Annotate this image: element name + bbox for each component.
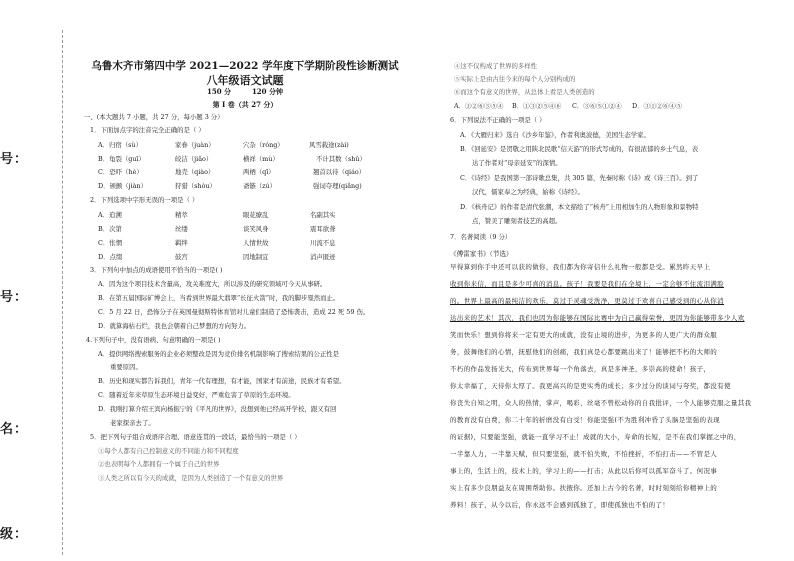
- q6-option-b-cont: 达了作者对“母亲延安”的深情。: [472, 159, 562, 167]
- q5-option-d: D．③①②⑥④⑤: [632, 102, 682, 110]
- q1-option-d-1: D．颁颤（jiàn）: [98, 182, 148, 190]
- q2-option-b-4: 震耳欲聋: [310, 225, 336, 233]
- q5-option-a: A．①②⑥③⑤④: [454, 102, 504, 110]
- q4-option-d-cont: 老家探亲去了。: [110, 419, 155, 427]
- q3-option-c: C．5 月 22 日，恐怖分子在英国曼彻斯特体育馆对儿童们制造了恐怖袭击，造成 22 死 59 伤。: [98, 308, 370, 316]
- q1-option-a-4: 风雪载途(zài): [309, 141, 349, 149]
- q6-option-c: C．《诗经》是我国第一部诗歌总集，共 305 篇，先秦时称《诗》或《诗三百》。到了: [460, 174, 699, 182]
- q1-option-a-2: 家眷（juàn）: [175, 141, 215, 149]
- q7-stem: 7．名著阅读（9 分）: [450, 233, 512, 241]
- q5-item-3: ③人类之所以有今天的成就，是因为人类创造了一个有意义的世界: [98, 474, 284, 482]
- q5-item-6: ⑥而这个有意义的世界，从总体上看是人类创造的: [454, 88, 595, 96]
- q5-stem: 5．把下列句子组合成语序合理、语意连贯的一段话，最恰当的一项是（ ）: [90, 433, 301, 441]
- q2-option-d-3: 因地制宜: [243, 253, 269, 261]
- q2-option-b-3: 谈笑风身: [243, 225, 269, 233]
- q6-option-d-cont: 点，赞美了雕刻者技艺的高超。: [472, 217, 562, 225]
- q4-stem: 4.下列句子中，没有语病、句意明确的一项是( ): [86, 336, 221, 344]
- q3-option-d: D．就算海枯石烂，我也会朝着自己梦想的方向努力。: [98, 322, 251, 330]
- passage-line: 的教育没有白费，你二十年的折磨没有白受！你能坚强(不为胜利冲昏了头脑是坚强的表现: [450, 416, 721, 424]
- q2-option-d-2: 鼓宫: [175, 253, 188, 261]
- margin-label-number-1: 号：: [0, 152, 29, 167]
- q2-option-a-4: 名副其实: [310, 211, 336, 219]
- q1-option-d-4: 强词夺理(qiǎng): [313, 182, 362, 190]
- q6-option-a: A．《大雁归来》选自《沙乡年鉴》，作者利奥波德，美国生态学家。: [460, 131, 650, 139]
- passage-line: 一半靠人力，一半靠天赋，但只要坚强，就不怕失败，不怕挫折，不怕打击——不管是人: [450, 450, 718, 458]
- q5-option-c: C．③⑥⑤①②④: [572, 102, 622, 110]
- passage-line: 的。世界上最高的最纯洁的欢乐，莫过于灵魂受洗净，更莫过于欢喜自己感受到的心从你消: [450, 297, 724, 305]
- passage-line: 笑而快乐！想到你将来一定有更大的成就，没有止境的进步，为更多的人更广大的群众服: [450, 331, 718, 339]
- q5-item-5: ⑤实际上是由古往今来的每个人分别构成的: [454, 75, 576, 83]
- margin-label-class: 级：: [0, 527, 29, 542]
- q2-option-c-1: C．怅惘: [98, 239, 123, 247]
- q1-option-a-1: A．归宿（sù）: [98, 141, 142, 149]
- q6-option-b: B．《回延安》是贺敬之用陕北民歌“信天游”的形式写成的，有很浓郁的乡土气息，表: [460, 145, 699, 153]
- passage-line: 不朽的作品发扬光大，传布到世界每一个角落去，真是多神圣，多崇高的使命！孩子，: [450, 365, 711, 373]
- q1-option-b-4: 不计其数（shǔ）: [316, 155, 366, 163]
- section1-heading: 一、(本大题共 7 小题，共 27 分，每小题 3 分）: [84, 113, 224, 121]
- q2-stem: 2．下列选项中字形无误的一项是（ ）: [90, 196, 199, 204]
- q1-option-d-3: 斋镞（zú）: [243, 182, 277, 190]
- exam-title: 乌鲁木齐市第四中学 2021—2022 学年度下学期阶段性诊断测试: [91, 60, 399, 72]
- q3-option-b: B．在第五届国际矿博会上，当看到世界最大翡翠“长征火箭”时，我的脚步戛然而止。: [98, 294, 340, 302]
- q2-option-a-3: 眼花缭乱: [243, 211, 269, 219]
- q5-item-1: ①每个人都有自己控制意义的不同能力和不同程度: [98, 447, 239, 455]
- q6-option-d: D．《核舟记》的作者是清代张潮，本文描绘了“核舟”上用相加生的人物形象和景物特: [460, 203, 699, 211]
- total-score: 150 分: [207, 87, 232, 96]
- passage-line: 达出来的艺术！其次，我们也因为你能够在国际比赛中为自己赢得荣誉，更因为你能够带多少人欢: [450, 314, 745, 322]
- exam-subtitle: 八年级语文试题: [206, 74, 284, 87]
- passage-line: 务，鼓舞他们的心情，抚慰他们的创痛，我们真是心都要跳出来了！能够把不朽的大师的: [450, 348, 718, 356]
- margin-label-number-2: 号：: [0, 290, 29, 305]
- q1-option-c-4: 翘首以待（qiáo）: [313, 168, 366, 176]
- q4-option-a-cont: 重要原因。: [110, 363, 142, 371]
- passage-line: 事上的，生活上的，技术上的，学习上的——打击；从此以后你可以孤军奋斗了。何况事: [450, 467, 718, 475]
- q6-stem: 6．下列说法不正确的一项是（ ）: [450, 116, 546, 124]
- q2-option-a-2: 精萃: [175, 211, 188, 219]
- q1-option-c-1: C．恐吓（hè）: [98, 168, 143, 176]
- q1-stem: 1．下面加点字的注音完全正确的是（ ）: [90, 126, 205, 134]
- q1-option-c-3: 两栖（qī）: [243, 168, 275, 176]
- q3-stem: 3．下列句中加点的成语使用不恰当的一项是( ): [90, 266, 223, 274]
- passage-line: 收到你来信，而且是多少可喜的消息。孩子！我要是我们在全境上，一定会够不住流泪满脸: [450, 280, 724, 288]
- passage-line: 你丧失自知之明，众人的热情，掌声，喝彩，丝毫不曾松动你的自我批评，一个人能够克服之量其我: [450, 399, 752, 407]
- q4-option-c: C．随着近年来草原生态环境日益变好，严重危害了草原的生态环境。: [98, 391, 295, 399]
- q1-option-a-3: 穴杂（róng）: [243, 141, 284, 149]
- passage-line: 实上有多少良朋益友在周围帮助你。扶掖你。还加上古今的名著，时时刻刻给你精神上的: [450, 484, 718, 492]
- passage-line: 养料！孩子，从今以后，你永远不会感到孤独了，即使孤独也不怕的了！: [450, 501, 670, 509]
- q6-option-c-cont: 汉代，儒家奉之为经典，始称《诗经》。: [472, 188, 584, 196]
- q5-item-4: ④这不仅构成了世界的多样性: [454, 62, 538, 70]
- q2-option-c-4: 川流不息: [310, 239, 336, 247]
- q2-option-c-2: 羁绊: [175, 239, 188, 247]
- q2-option-b-1: B．次第: [98, 225, 122, 233]
- passage-line: 你太幸福了，天待你太厚了。我更高兴的是更实秀的成长；多少过分的谈词与夸奖，都没有使: [450, 382, 731, 390]
- q4-option-a: A．提供网络搜索服务的企业必须整改是因为竞价排名机制影响了搜索结果的公正性是: [98, 350, 340, 358]
- volume-heading: 第 I 卷（共 27 分）: [212, 100, 278, 109]
- q4-option-b: B．历史和现实都告诉我们，青年一代有理想，有才能，国家才有前途，民族才有希望。: [98, 377, 346, 385]
- margin-label-name: 名：: [0, 422, 29, 437]
- q5-item-2: ②也表明每个人都拥有一个属于自己的世界: [98, 460, 220, 468]
- q5-option-b: B．①③②⑤④⑥: [512, 102, 562, 110]
- q4-option-d: D．我刚打算介绍王宾向杨振宁的《平凡的世界》，没想到他已经高开学校，跟又有回: [98, 405, 337, 413]
- passage-line: 早得算到你手中还可以获的做你，我们都为你寄信什么礼物一般都是受。累然昨天早上: [450, 263, 711, 271]
- q1-option-b-3: 横祥（mù）: [243, 155, 279, 163]
- q7-book-title: 《傅雷家书》（节选）: [450, 250, 513, 258]
- q1-option-b-1: B．龟裂（guī）: [98, 155, 145, 163]
- q1-option-b-2: 皎洁（jiǎo）: [175, 155, 213, 163]
- q1-option-d-2: 狩猎（shòu）: [175, 182, 216, 190]
- passage-line: 的证据)，只要能坚强，就能一直学习不止！成就的大小，寿命的长短，是不在我们掌握之中的，: [450, 433, 741, 441]
- q2-option-d-1: D．点缀: [98, 253, 123, 261]
- q3-option-a: A．因为这个项目技术含量高，攻关难度大，所以涉及的研究领域可今天从事研。: [98, 280, 327, 288]
- q2-option-c-3: 人情世故: [243, 239, 269, 247]
- exam-time: 120 分钟: [251, 87, 283, 96]
- binding-dashed-line: [62, 30, 63, 555]
- q1-option-c-2: 地壳（qiào）: [175, 168, 215, 176]
- q2-option-d-4: 消声匿迹: [310, 253, 336, 261]
- q2-option-b-2: 丝缕: [175, 225, 188, 233]
- score-time-line: [90, 87, 400, 97]
- q2-option-a-1: A．追溯: [98, 211, 122, 219]
